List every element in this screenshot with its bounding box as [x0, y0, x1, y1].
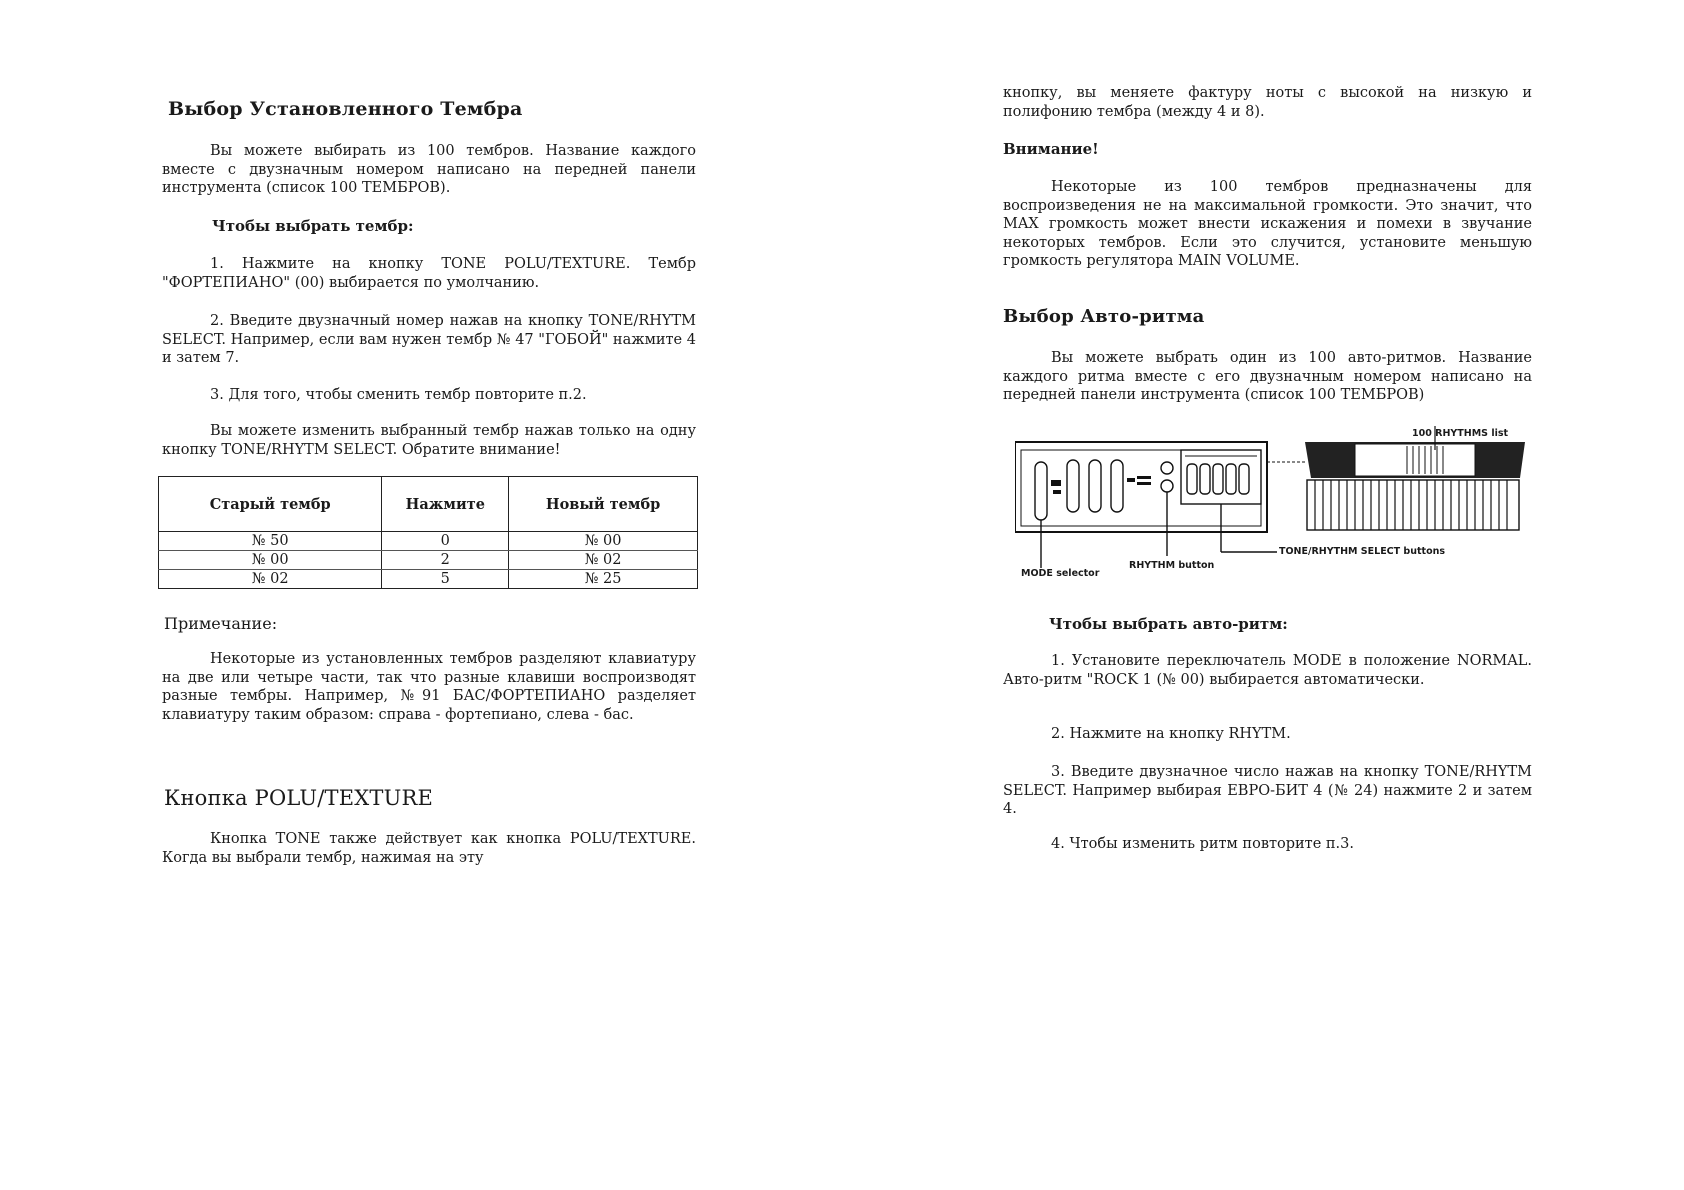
note-heading: Примечание:	[164, 614, 278, 633]
attention-paragraph: Некоторые из 100 тембров предназначены для воспроизведения не на максимальной громкости. Это значит, что MAX громкость может внести искажения и помехи в звучание некоторых тембров. Если это случится, установите меньшую громкость регулятора MAIN VOLUME.	[1003, 179, 1532, 269]
tone-step-2: 2. Введите двузначный номер нажав на кнопку TONE/RHYTM SELECT. Например, если вам нужен тембр № 47 "ГОБОЙ" нажмите 4 и затем 7.	[162, 313, 696, 366]
table-header-cell: Нажмите	[382, 477, 509, 532]
auto-rhythm-title: Выбор Авто-ритма	[1003, 306, 1205, 327]
tone-intro-paragraph: Вы можете выбирать из 100 тембров. Название каждого вместе с двузначным номером написано на передней панели инструмента (список 100 ТЕМБРОВ).	[162, 143, 696, 196]
table-header-row	[159, 477, 698, 532]
tone-step-1: 1. Нажмите на кнопку TONE POLU/TEXTURE. Тембр "ФОРТЕПИАНО" (00) выбирается по умолчанию.	[162, 256, 696, 291]
rhythm-button-label: RHYTHM button	[1129, 560, 1215, 571]
rhythm-step-2: 2. Нажмите на кнопку RHYTM.	[1051, 726, 1291, 742]
table-row	[159, 551, 698, 570]
tone-example-table	[158, 476, 698, 589]
table-header-cell: Старый тембр	[159, 477, 382, 532]
tone-change-paragraph: Вы можете изменить выбранный тембр нажав только на одну кнопку TONE/RHYTM SELECT. Обратите внимание!	[162, 423, 696, 458]
choose-tone-heading: Чтобы выбрать тембр:	[212, 217, 414, 235]
table-cell: № 02	[509, 551, 698, 570]
auto-rhythm-intro: Вы можете выбрать один из 100 авто-ритмов. Название каждого ритма вместе с его двузначным номером написано на передней панели инструмента (список 100 ТЕМБРОВ)	[1003, 350, 1532, 403]
rhythm-step-3: 3. Введите двузначное число нажав на кнопку TONE/RHYTM SELECT. Например выбирая ЕВРО-БИТ 4 (№ 24) нажмите 2 и затем 4.	[1003, 764, 1532, 817]
continued-paragraph: кнопку, вы меняете фактуру ноты с высокой на низкую и полифонию тембра (между 4 и 8).	[1003, 85, 1532, 120]
attention-heading: Внимание!	[1003, 140, 1099, 158]
table-cell: 2	[382, 551, 509, 570]
table-row	[159, 532, 698, 551]
tone-select-title: Выбор Установленного Тембра	[168, 98, 523, 120]
mode-selector-label: MODE selector	[1021, 568, 1100, 579]
table-cell: № 00	[159, 551, 382, 570]
table-header-cell: Новый тембр	[509, 477, 698, 532]
choose-rhythm-heading: Чтобы выбрать авто-ритм:	[1049, 615, 1288, 633]
polu-texture-title: Кнопка POLU/TEXTURE	[164, 786, 434, 810]
keyboard-panel-diagram	[1015, 420, 1535, 580]
select-buttons-label: TONE/RHYTHM SELECT buttons	[1279, 546, 1446, 557]
table-cell: № 25	[509, 570, 698, 589]
table-cell: 5	[382, 570, 509, 589]
table-cell: № 50	[159, 532, 382, 551]
table-cell: № 02	[159, 570, 382, 589]
keyboard-panel-figure	[1015, 420, 1535, 580]
left-page	[162, 0, 698, 1190]
table-row	[159, 570, 698, 589]
rhythm-step-1: 1. Установите переключатель MODE в положение NORMAL. Авто-ритм "ROCK 1 (№ 00) выбирается автоматически.	[1003, 653, 1532, 688]
table-cell: 0	[382, 532, 509, 551]
rhythm-step-4: 4. Чтобы изменить ритм повторите п.3.	[1051, 836, 1354, 852]
table-cell: № 00	[509, 532, 698, 551]
rhythms-list-label: 100 RHYTHMS list	[1412, 428, 1509, 439]
note-paragraph: Некоторые из установленных тембров разделяют клавиатуру на две или четыре части, так что разные клавиши воспроизводят разные тембры. Например, №91 БАС/ФОРТЕПИАНО разделяет клавиатуру таким образом: справа - фортепиано, слева - бас.	[162, 651, 696, 723]
polu-texture-paragraph: Кнопка TONE также действует как кнопка POLU/TEXTURE. Когда вы выбрали тембр, нажимая на эту	[162, 831, 696, 866]
right-page	[1003, 0, 1532, 1190]
tone-step-3: 3. Для того, чтобы сменить тембр повторите п.2.	[210, 387, 587, 403]
